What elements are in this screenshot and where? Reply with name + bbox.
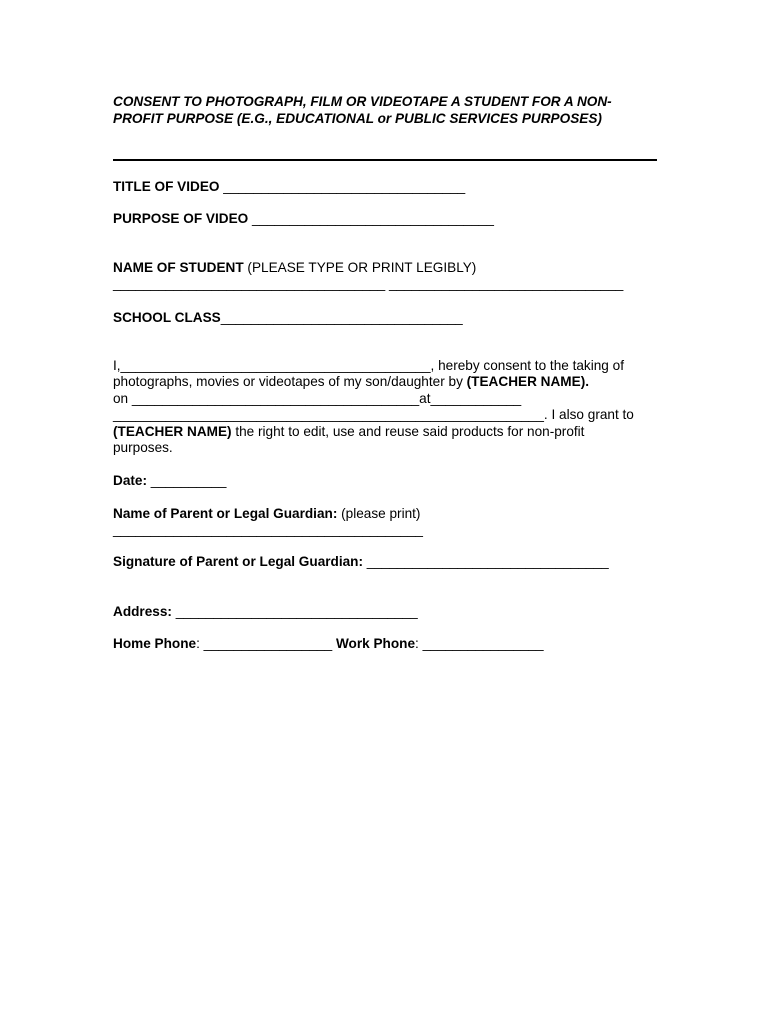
consent-line-2 [113, 374, 634, 390]
work-phone-label: Work Phone [335, 636, 416, 651]
signature-field [113, 554, 609, 570]
consent-line-3: on ______________________________________at____________ [113, 390, 522, 406]
consent-line-6: purposes. [113, 440, 173, 456]
title-of-video-label: TITLE OF VIDEO [113, 179, 220, 194]
parent-name-label: Name of Parent or Legal Guardian: [113, 506, 338, 521]
consent-paragraph [113, 358, 634, 456]
date-label: Date: [113, 473, 147, 488]
teacher-name-placeholder: (TEACHER NAME). [466, 374, 589, 390]
name-of-student-note: (PLEASE TYPE OR PRINT LEGIBLY) [243, 260, 477, 275]
consent-line-5 [113, 424, 634, 440]
form-title-line-2: PROFIT PURPOSE (E.G., EDUCATIONAL or PUBLIC SERVICES PURPOSES) [113, 110, 602, 126]
address-label: Address: [113, 604, 172, 619]
date-blank: __________ [147, 473, 227, 488]
form-title-line-1: CONSENT TO PHOTOGRAPH, FILM OR VIDEOTAPE A STUDENT FOR A NON- [113, 94, 612, 109]
school-class-label: SCHOOL CLASS [113, 310, 221, 325]
purpose-of-video-label: PURPOSE OF VIDEO [113, 211, 249, 226]
name-of-student-field [113, 260, 623, 292]
teacher-name-placeholder-2: (TEACHER NAME) [113, 423, 232, 439]
consent-line-1: I,_________________________________________, hereby consent to the taking of [113, 358, 624, 373]
title-of-video-field [113, 179, 465, 195]
name-of-student-blank: ____________________________________ _______________________________ [113, 276, 624, 291]
name-of-student-label: NAME OF STUDENT [113, 260, 244, 275]
title-divider [113, 159, 657, 161]
purpose-of-video-blank: ________________________________ [248, 211, 494, 226]
parent-name-blank: _________________________________________ [113, 522, 423, 537]
signature-blank: ________________________________ [363, 554, 609, 569]
home-phone-label: Home Phone [113, 636, 197, 651]
form-title [113, 94, 612, 127]
consent-line-5-text: the right to edit, use and reuse said products for non-profit [231, 423, 585, 439]
home-phone-blank: : _________________ [196, 636, 336, 651]
signature-label: Signature of Parent or Legal Guardian: [113, 554, 364, 569]
school-class-blank: ________________________________ [220, 310, 463, 325]
date-field [113, 473, 226, 489]
title-of-video-blank: ________________________________ [219, 179, 466, 194]
consent-line-2-text: photographs, movies or videotapes of my son/daughter by [113, 374, 467, 390]
parent-name-field [113, 506, 423, 538]
school-class-field [113, 310, 463, 326]
work-phone-blank: : ________________ [415, 636, 544, 651]
phone-fields [113, 636, 544, 652]
address-blank: ________________________________ [171, 604, 418, 619]
address-field [113, 604, 418, 620]
consent-line-4: _________________________________________________________. I also grant to [113, 407, 634, 423]
parent-name-note: (please print) [337, 506, 421, 521]
purpose-of-video-field [113, 211, 494, 227]
